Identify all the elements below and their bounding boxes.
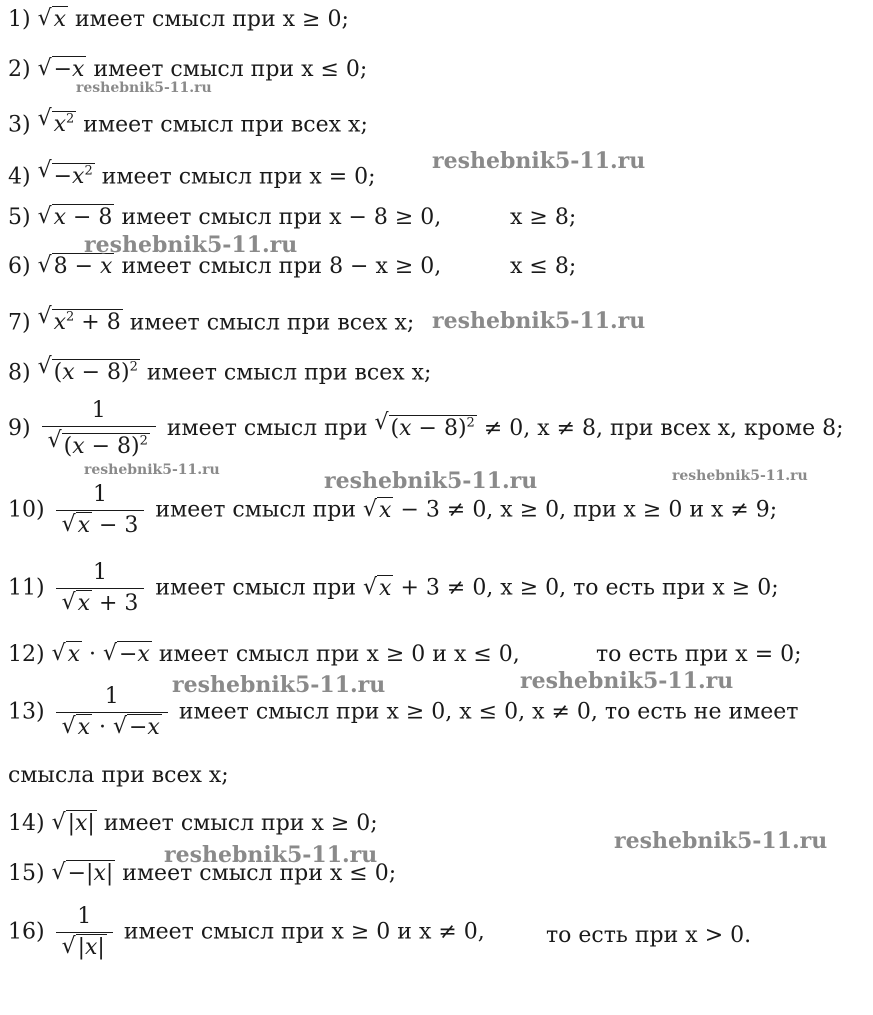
fraction: 1 √ x − 3 [56, 482, 145, 539]
watermark: reshebnik5-11.ru [76, 80, 212, 96]
root-expression: √ −|x| [52, 860, 116, 888]
item-number: 16) [8, 919, 45, 945]
item-condition: 8 − x ≥ 0, [329, 254, 442, 279]
root-expression: √ x [52, 641, 82, 669]
watermark: reshebnik5-11.ru [672, 468, 808, 484]
item-text: имеет смысл при всех [129, 310, 388, 336]
item-number: 5) [8, 205, 31, 230]
fraction: 1 √ x · √ −x [56, 684, 168, 741]
root-expression: √ 8 − x [38, 253, 115, 281]
item-condition: + 3 ≠ 0, x ≥ 0, то есть при x ≥ 0; [400, 575, 779, 601]
watermark: reshebnik5-11.ru [432, 148, 646, 174]
item-text: имеет смысл при [103, 811, 305, 836]
root-expression: √ x [363, 497, 393, 525]
watermark: reshebnik5-11.ru [324, 468, 538, 494]
item-5-result [510, 204, 576, 232]
item-6-result [510, 253, 576, 281]
item-8 [8, 354, 431, 387]
item-text: имеет смысл при [101, 164, 303, 190]
item-number: 9) [8, 416, 31, 442]
item-condition: x ≥ 0 и x ≤ 0, [366, 642, 520, 667]
watermark: reshebnik5-11.ru [84, 462, 220, 478]
watermark: reshebnik5-11.ru [520, 668, 734, 694]
item-number: 8) [8, 360, 31, 386]
item-text: имеет смысл при [122, 861, 323, 886]
item-text: имеет смысл при [155, 497, 357, 523]
item-condition: x − 8 ≥ 0, [329, 205, 442, 230]
root-expression: √ x − 8 [38, 204, 115, 232]
item-number: 15) [8, 861, 45, 886]
watermark: reshebnik5-11.ru [614, 828, 828, 854]
root-expression: √ $x^2 + 8$ [38, 304, 123, 337]
watermark: reshebnik5-11.ru [432, 308, 646, 334]
item-condition: x; [411, 360, 432, 386]
item-condition: x ≥ 0; [311, 811, 378, 836]
item-13-continuation [8, 762, 229, 790]
item-text: имеет смысл при [158, 642, 360, 667]
watermark: reshebnik5-11.ru [172, 672, 386, 698]
item-text: имеет смысл при [121, 254, 323, 279]
item-1 [8, 6, 349, 34]
item-continuation: смысла при всех x; [8, 763, 229, 788]
root-expression: √ $(x - 8)^2$ [375, 410, 477, 443]
root-expression: √ |x| [52, 810, 97, 838]
item-5 [8, 204, 441, 232]
item-condition: x ≤ 0; [301, 57, 368, 82]
item-text: имеет смысл при [155, 575, 357, 601]
item-result: то есть при x = 0; [596, 642, 802, 667]
item-text: имеет смысл при [166, 416, 368, 442]
root-expression: √ $(x - 8)^2$ [38, 354, 140, 387]
item-text: имеет смысл при [93, 57, 295, 82]
item-number: 10) [8, 497, 45, 523]
item-condition: x = 0; [309, 164, 376, 190]
item-16-result [546, 922, 751, 950]
root-expression: √ x [38, 6, 68, 34]
item-12-result [596, 641, 802, 669]
item-text: имеет смысл при [75, 7, 276, 32]
item-text: имеет смысл при [123, 919, 325, 945]
item-condition: x ≤ 0; [329, 861, 397, 886]
item-text: имеет смысл при [178, 699, 380, 725]
item-condition: x; [394, 310, 415, 336]
root-expression: √ x [363, 575, 393, 603]
item-4 [8, 158, 376, 191]
item-number: 1) [8, 7, 31, 32]
item-12: 12) √ x · √ −x имеет смысл при x ≥ 0 и x ≤ 0, [8, 641, 520, 669]
item-condition: − 3 ≠ 0, x ≥ 0, при x ≥ 0 и x ≠ 9; [400, 497, 778, 523]
root-expression: √ $x^2$ [38, 106, 77, 139]
root-expression: √ −x [38, 56, 87, 84]
item-3 [8, 106, 368, 139]
item-number: 12) [8, 642, 45, 667]
item-condition: x; [348, 112, 368, 138]
item-11 [8, 560, 779, 617]
item-number: 7) [8, 310, 31, 336]
fraction: 1 √ |x| [56, 904, 113, 961]
watermark: reshebnik5-11.ru [84, 232, 298, 258]
item-7 [8, 304, 414, 337]
watermark: reshebnik5-11.ru [164, 842, 378, 868]
item-text: имеет смысл при всех [83, 112, 342, 138]
item-result: то есть при x > 0. [546, 923, 752, 948]
item-number: 11) [8, 575, 45, 601]
item-number: 4) [8, 164, 31, 190]
item-16 [8, 904, 485, 961]
root-expression: √ $-x^2$ [38, 158, 95, 191]
fraction: 1 √ $(x - 8)^2$ [42, 398, 156, 460]
item-condition: x ≥ 0 и x ≠ 0, [331, 919, 485, 945]
item-number: 14) [8, 811, 45, 836]
item-condition: ≠ 0, x ≠ 8, при всех x, кроме 8; [483, 416, 844, 442]
item-number: 13) [8, 699, 45, 725]
item-14 [8, 810, 378, 838]
item-condition: x ≥ 0, x ≤ 0, x ≠ 0, то есть не имеет [386, 699, 799, 725]
item-number: 6) [8, 254, 31, 279]
fraction: 1 √ x + 3 [56, 560, 145, 617]
item-9 [8, 398, 844, 460]
item-number: 3) [8, 112, 31, 138]
item-result: x ≤ 8; [510, 254, 577, 279]
item-condition: x ≥ 0; [282, 7, 349, 32]
item-result: x ≥ 8; [510, 205, 577, 230]
root-expression: √ −x [103, 641, 152, 669]
item-text: имеет смысл при [121, 205, 323, 230]
item-number: 2) [8, 57, 31, 82]
item-text: имеет смысл при всех [146, 360, 405, 386]
